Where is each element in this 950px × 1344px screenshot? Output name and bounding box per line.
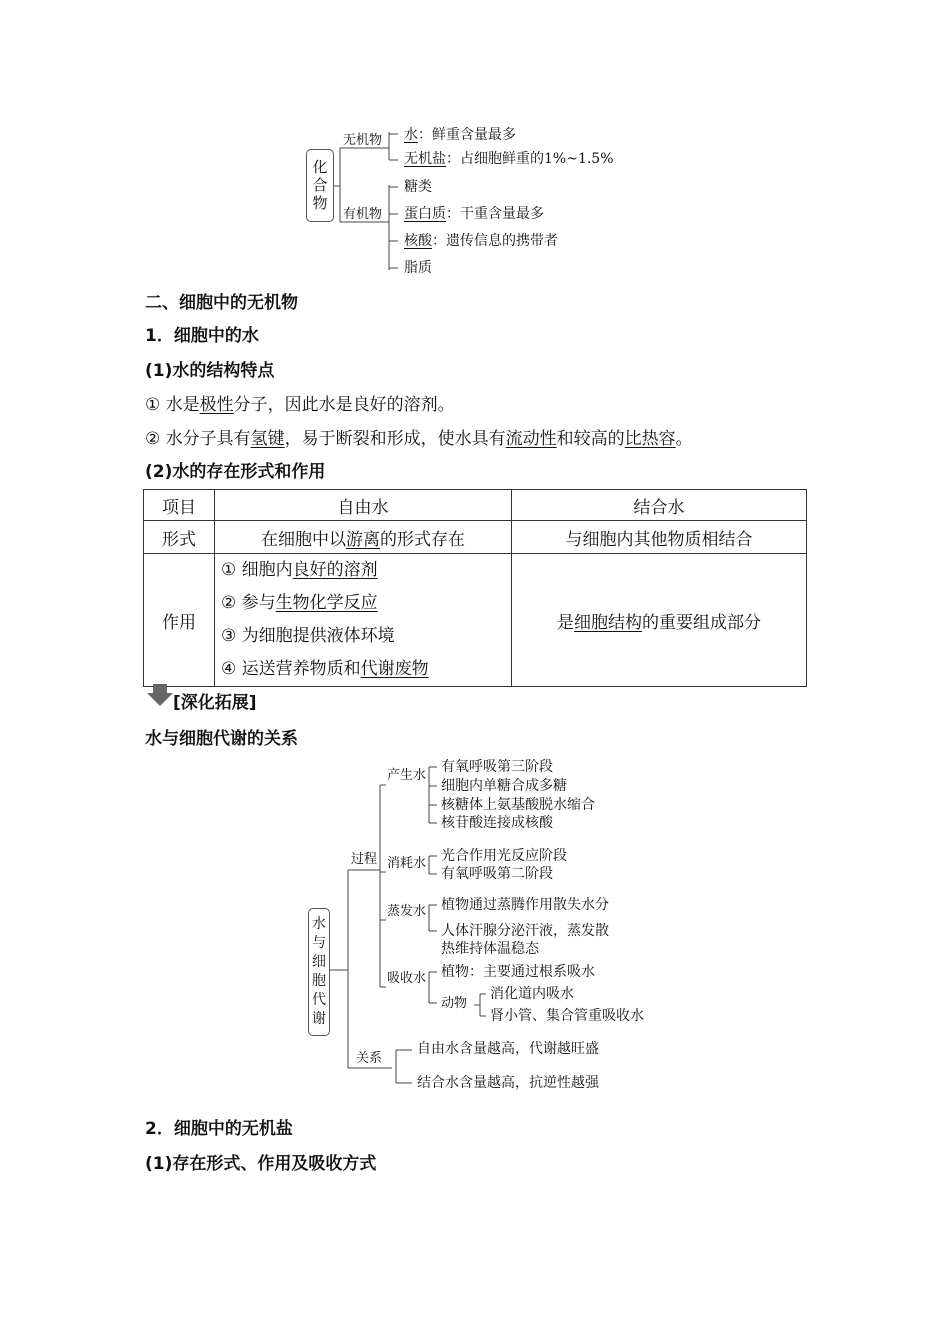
- consume-item-1: 光合作用光反应阶段: [441, 848, 567, 864]
- produce-item-4: 核苷酸连接成核酸: [441, 815, 553, 831]
- diagram2-process-label: 过程: [351, 852, 378, 867]
- bound-role-a: 是: [557, 612, 574, 633]
- relation-item-1: 自由水含量越高，代谢越旺盛: [417, 1041, 599, 1057]
- evaporate-item-3: 热维持体温稳态: [441, 941, 539, 957]
- table-role-label: 作用: [144, 554, 215, 687]
- diagram2-relation-label: 关系: [356, 1051, 383, 1066]
- produce-item-1: 有氧呼吸第三阶段: [441, 759, 553, 775]
- point2-g: 。: [675, 429, 693, 449]
- point2-a: ② 水分子具有: [145, 429, 251, 449]
- point2-term2: 流动性: [505, 429, 557, 449]
- section2-title: 二、细胞中的无机物: [145, 293, 298, 313]
- diagram2-produce-label: 产生水: [387, 768, 427, 783]
- point2-term1: 氢键: [250, 429, 285, 449]
- water-forms-title: (2)水的存在形式和作用: [145, 462, 326, 482]
- table-header-bound: 结合水: [512, 490, 807, 521]
- free-role-4-a: ④ 运送营养物质和: [221, 659, 361, 679]
- point2-e: 和较高的: [556, 429, 625, 449]
- point1-a: ① 水是: [145, 395, 200, 415]
- free-role-2-a: ② 参与: [221, 593, 276, 613]
- point1-c: 分子，因此水是良好的溶剂。: [233, 395, 455, 415]
- sub2-title: 2．细胞中的无机盐: [145, 1119, 293, 1139]
- point1-term: 极性: [199, 395, 234, 415]
- nucleic-term: 核酸: [404, 233, 432, 249]
- free-role-1-term: 良好的溶剂: [292, 560, 378, 580]
- relation-title: 水与细胞代谢的关系: [145, 729, 298, 749]
- produce-item-3: 核糖体上氨基酸脱水缩合: [441, 797, 595, 813]
- animal-item-1: 消化道内吸水: [490, 986, 574, 1002]
- table-form-label: 形式: [144, 521, 215, 554]
- salt-desc: ：占细胞鲜重的1%~1.5%: [446, 151, 614, 167]
- free-role-1-a: ① 细胞内: [221, 560, 293, 580]
- diagram2-consume-label: 消耗水: [387, 856, 427, 871]
- point2-term3: 比热容: [624, 429, 676, 449]
- free-role-2-term: 生物化学反应: [275, 593, 378, 613]
- water-term: 水: [404, 127, 418, 143]
- diagram1-sugar: 糖类: [404, 179, 432, 195]
- protein-term: 蛋白质: [404, 206, 446, 222]
- protein-desc: ：干重含量最多: [446, 206, 544, 222]
- table-bound-form: 与细胞内其他物质相结合: [512, 521, 807, 554]
- nucleic-desc: ：遗传信息的携带者: [432, 233, 558, 249]
- diagram1-organic-label: 有机物: [343, 207, 383, 222]
- free-role-4-term: 代谢废物: [360, 659, 429, 679]
- salt-term: 无机盐: [404, 151, 446, 167]
- sub1-title: 1．细胞中的水: [145, 326, 259, 346]
- bound-role-term: 细胞结构: [574, 612, 642, 633]
- water-structure-title: (1)水的结构特点: [145, 361, 275, 381]
- diagram1-root-label: 化合物: [312, 158, 328, 212]
- diagram1-inorganic-label: 无机物: [343, 133, 383, 148]
- table-header-free: 自由水: [215, 490, 512, 521]
- produce-item-2: 细胞内单糖合成多糖: [441, 778, 567, 794]
- evaporate-item-1: 植物通过蒸腾作用散失水分: [441, 897, 609, 913]
- table-header-item: 项目: [144, 490, 215, 521]
- deepen-label: [深化拓展]: [173, 693, 257, 713]
- free-form-a: 在细胞中以: [261, 529, 346, 550]
- evaporate-item-2: 人体汗腺分泌汗液，蒸发散: [441, 923, 609, 939]
- animal-item-2: 肾小管、集合管重吸收水: [490, 1008, 644, 1024]
- point2-c: ，易于断裂和形成，使水具有: [284, 429, 506, 449]
- free-role-3-a: ③ 为细胞提供液体环境: [221, 626, 395, 646]
- consume-item-2: 有氧呼吸第二阶段: [441, 866, 553, 882]
- absorb-animal-label: 动物: [441, 996, 468, 1011]
- relation-item-2: 结合水含量越高，抗逆性越强: [417, 1075, 599, 1091]
- absorb-plant: 植物：主要通过根系吸水: [441, 964, 595, 980]
- free-form-term: 游离: [346, 529, 380, 550]
- water-desc: ：鲜重含量最多: [418, 127, 516, 143]
- diagram2-absorb-label: 吸收水: [387, 971, 427, 986]
- diagram2-evaporate-label: 蒸发水: [387, 904, 427, 919]
- diagram1-lipid: 脂质: [404, 260, 432, 276]
- free-form-c: 的形式存在: [380, 529, 465, 550]
- salt-forms-title: (1)存在形式、作用及吸收方式: [145, 1154, 377, 1174]
- diagram2-root-label: 水与细胞代谢: [312, 916, 326, 1027]
- bound-role-c: 的重要组成部分: [642, 612, 761, 633]
